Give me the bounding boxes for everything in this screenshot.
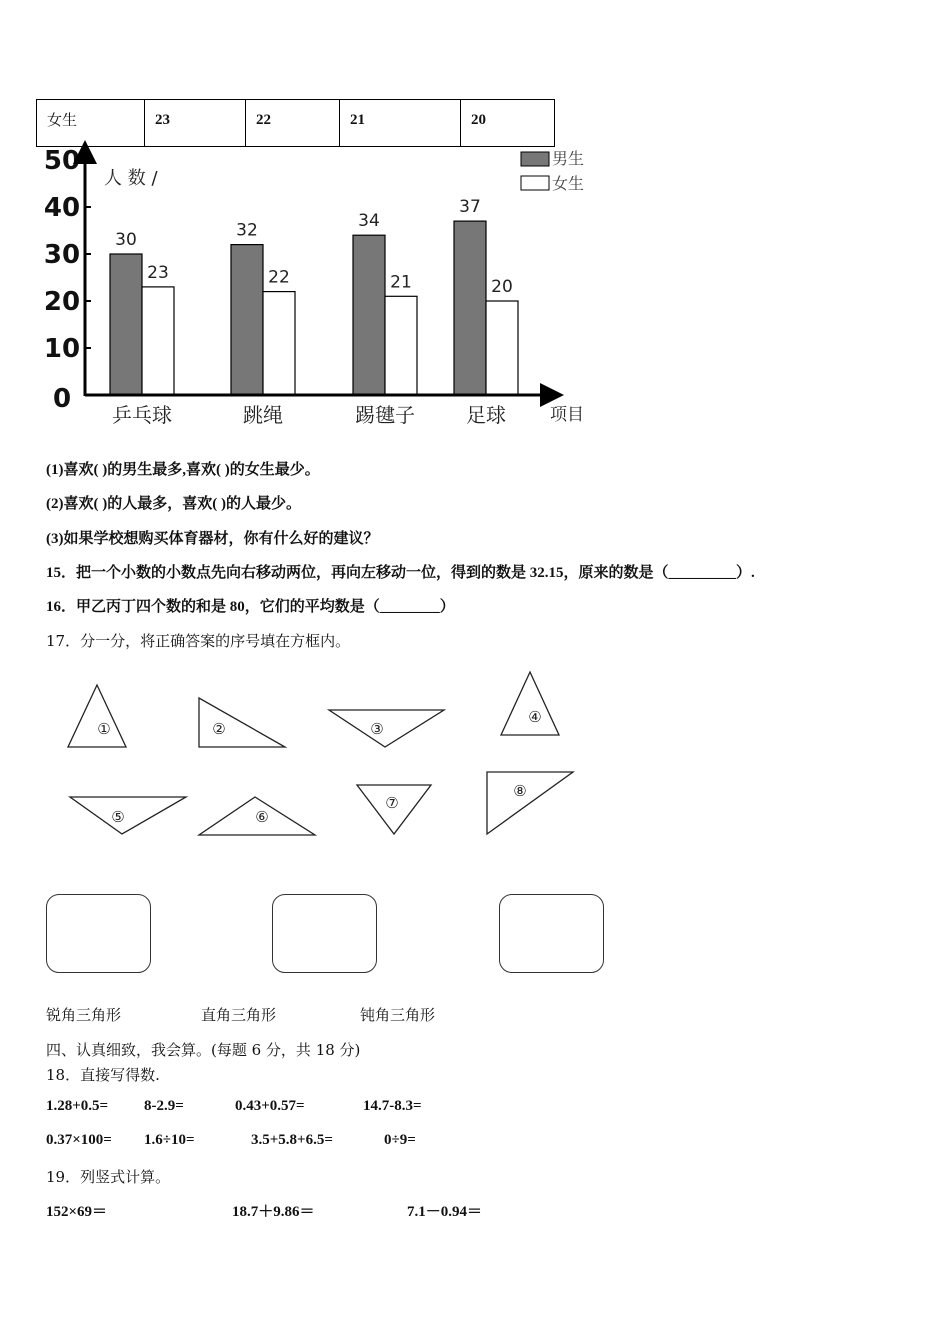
answer-box-acute[interactable] xyxy=(46,894,151,973)
question-17: 17．分一分，将正确答案的序号填在方框内。 xyxy=(46,632,351,650)
bar-value-label: 30 xyxy=(115,230,137,250)
triangle-3 xyxy=(329,710,444,747)
calc-item: 0.43+0.57= xyxy=(235,1098,305,1114)
calc-item: 3.5+5.8+6.5= xyxy=(251,1132,333,1148)
triangle-label-3: ③ xyxy=(370,720,384,738)
triangle-5 xyxy=(70,797,186,834)
question-19: 19．列竖式计算。 xyxy=(46,1168,171,1186)
calc-item: 1.28+0.5= xyxy=(46,1098,109,1114)
vertical-calc-item: 18.7＋9.86＝ xyxy=(232,1204,315,1220)
legend-swatch-boys xyxy=(521,152,549,166)
legend xyxy=(521,149,584,193)
section-4-heading: 四、认真细致，我会算。(每题 6 分，共 18 分) xyxy=(46,1041,361,1059)
y-tick-label: 30 xyxy=(43,240,81,270)
bar-boys xyxy=(110,254,142,395)
triangle-label-4: ④ xyxy=(528,708,542,726)
table-cell: 20 xyxy=(471,112,486,128)
triangle-8 xyxy=(487,772,573,834)
question-14-3: (3)如果学校想购买体育器材，你有什么好的建议？ xyxy=(46,531,379,547)
category-label: 跳绳 xyxy=(243,403,283,427)
legend-label-boys: 男生 xyxy=(552,149,585,168)
triangle-label-2: ② xyxy=(212,720,226,738)
table-cell: 23 xyxy=(145,100,246,146)
vertical-calc-item: 7.1－0.94＝ xyxy=(407,1204,483,1220)
bar-boys xyxy=(454,221,486,395)
triangle-label-7: ⑦ xyxy=(385,794,399,812)
answer-box-right[interactable] xyxy=(272,894,377,973)
category-label: 足球 xyxy=(466,403,506,427)
question-18: 18．直接写得数. xyxy=(46,1066,160,1084)
y-tick-label: 10 xyxy=(43,334,81,364)
triangle-label-6: ⑥ xyxy=(255,808,269,826)
y-tick-label: 50 xyxy=(43,146,81,176)
table-row-label: 女生 xyxy=(37,100,145,146)
vertical-calc-item: 152×69＝ xyxy=(46,1204,108,1220)
question-14-1: (1)喜欢( )的男生最多,喜欢( )的女生最少。 xyxy=(46,462,320,478)
bar-boys xyxy=(353,235,385,395)
table-cell: 22 xyxy=(246,100,340,146)
calc-item: 1.6÷10= xyxy=(144,1132,195,1148)
y-tick-label: 20 xyxy=(43,287,81,317)
category-label: 乒乓球 xyxy=(112,403,172,427)
bar-girls xyxy=(142,287,174,395)
triangle-figures xyxy=(0,660,620,850)
question-15: 15．把一个小数的小数点先向右移动两位，再向左移动一位，得到的数是 32.15，原来的数是（_________）. xyxy=(46,565,755,581)
y-tick-label: 40 xyxy=(43,193,81,223)
bar-value-label: 23 xyxy=(147,262,169,283)
bar-girls xyxy=(486,301,518,395)
answer-box-obtuse[interactable] xyxy=(499,894,604,973)
x-axis-label: 项目 xyxy=(550,405,584,425)
label-acute-triangle: 锐角三角形 xyxy=(46,1006,122,1024)
bar-value-label: 22 xyxy=(268,267,290,288)
label-obtuse-triangle: 钝角三角形 xyxy=(360,1006,436,1024)
category-label: 踢毽子 xyxy=(355,403,415,427)
calc-item: 0.37×100= xyxy=(46,1132,112,1148)
table-cell: 21 xyxy=(340,100,461,146)
y-axis-label: 人 数 / xyxy=(104,168,158,189)
y-tick-label: 0 xyxy=(52,384,72,414)
bar-value-label: 32 xyxy=(236,220,258,241)
legend-swatch-girls xyxy=(521,176,549,190)
triangle-label-1: ① xyxy=(97,720,111,738)
question-14-2: (2)喜欢( )的人最多，喜欢( )的人最少。 xyxy=(46,496,301,512)
label-right-triangle: 直角三角形 xyxy=(201,1006,277,1024)
bar-value-label: 37 xyxy=(459,197,481,218)
bar-value-label: 20 xyxy=(491,277,513,297)
triangle-label-5: ⑤ xyxy=(111,808,125,826)
triangle-label-8: ⑧ xyxy=(513,782,527,800)
bar-value-label: 21 xyxy=(390,272,412,293)
calc-item: 8-2.9= xyxy=(144,1098,184,1114)
bar-girls xyxy=(263,292,295,395)
bar-girls xyxy=(385,296,417,395)
calc-item: 0÷9= xyxy=(384,1132,416,1148)
question-16: 16．甲乙丙丁四个数的和是 80，它们的平均数是（________） xyxy=(46,599,455,615)
bar-chart xyxy=(0,140,620,440)
bar-value-label: 34 xyxy=(358,211,380,232)
calc-item: 14.7-8.3= xyxy=(363,1098,422,1114)
legend-label-girls: 女生 xyxy=(552,174,585,193)
bar-boys xyxy=(231,245,263,395)
